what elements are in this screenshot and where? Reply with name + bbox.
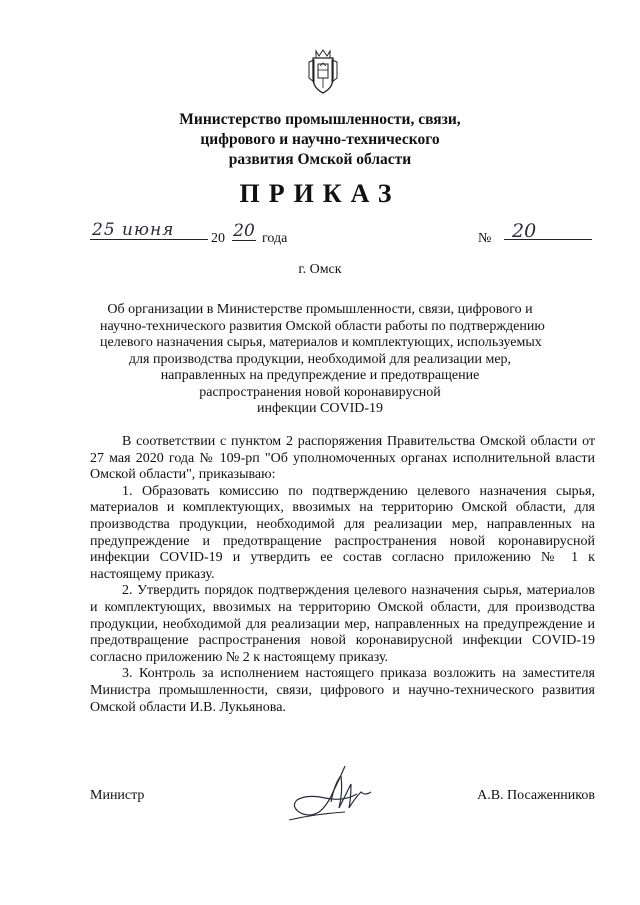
order-subject xyxy=(100,302,545,418)
handwritten-year: 20 xyxy=(233,221,255,241)
order-date xyxy=(90,220,330,250)
handwritten-signature-icon xyxy=(285,762,377,828)
order-item-2: 2. Утвердить порядок подтверждения целевого назначения сырья, материалов и комплектующих, ввозимых на территорию Омской области, для производства продукции, необходимой для реализации мер, направленных на предупреждение и предотвращение распространения новой коронавирусной инфекции COVID-19 согласно приложению № 2 к настоящему приказу. xyxy=(90,583,595,665)
handwritten-number: 20 xyxy=(504,220,592,240)
signer-name: А.В. Посаженников xyxy=(477,788,595,803)
subject-line: распространения новой коронавирусной xyxy=(199,384,441,400)
order-number xyxy=(478,220,598,250)
ministry-name xyxy=(150,110,490,170)
order-body xyxy=(90,434,595,716)
subject-line: целевого назначения сырья, материалов и комплектующих, используемых xyxy=(100,335,542,350)
ministry-line: Министерство промышленности, связи, xyxy=(179,111,461,128)
year-suffix: года xyxy=(262,231,288,246)
handwritten-date: 25 июня xyxy=(90,220,208,240)
coat-of-arms-icon xyxy=(305,48,341,96)
subject-line: Об организации в Министерстве промышленности, связи, цифрового и xyxy=(107,302,533,317)
document-type-title: ПРИКАЗ xyxy=(239,179,401,208)
order-item-1: 1. Образовать комиссию по подтверждению целевого назначения сырья, материалов и комплектующих, ввозимых на территорию Омской области, для производства продукции, необходимой для реализации мер, направленных на предупреждение и предотвращение распространения новой коронавирусной инфекции COVID-19 и утвердить ее состав согласно приложению № 1 к настоящему приказу. xyxy=(90,483,595,582)
preamble-paragraph: В соответствии с пунктом 2 распоряжения Правительства Омской области от 27 мая 2020 года № 109-рп "Об уполномоченных органах исполнительной власти Омской области", приказываю: xyxy=(90,434,595,483)
ministry-line: развития Омской области xyxy=(228,151,412,168)
ministry-line: цифрового и научно-технического xyxy=(200,131,440,148)
year-prefix: 20 xyxy=(211,231,225,246)
subject-line: для производства продукции, необходимой для реализации мер, xyxy=(128,351,512,367)
city: г. Омск xyxy=(298,262,342,277)
subject-line: инфекции COVID-19 xyxy=(256,401,384,416)
order-item-3: 3. Контроль за исполнением настоящего приказа возложить на заместителя Министра промышленности, связи, цифрового и научно-технического развития Омской области И.В. Лукьянова. xyxy=(90,666,595,715)
signer-title: Министр xyxy=(90,788,145,803)
subject-line: научно-технического развития Омской области работы по подтверждению xyxy=(100,318,545,334)
subject-line: направленных на предупреждение и предотвращение xyxy=(160,368,480,383)
number-sign: № xyxy=(478,231,492,246)
